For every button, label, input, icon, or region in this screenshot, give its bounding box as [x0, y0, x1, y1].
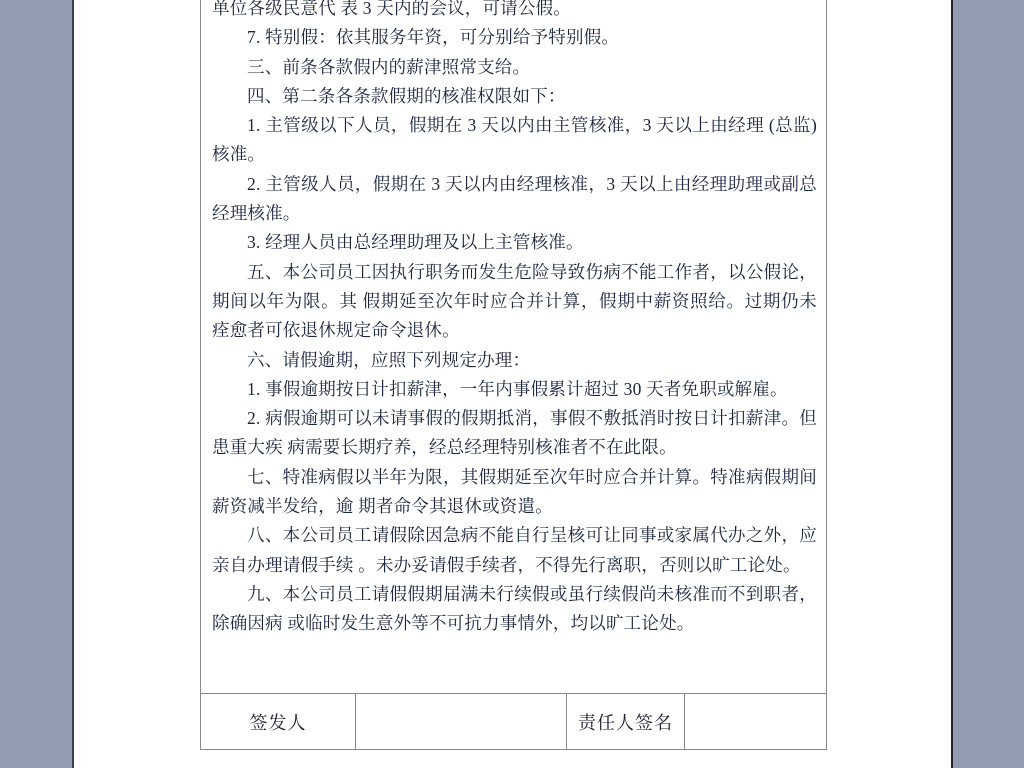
body-paragraph-2: 三、前条各款假内的薪津照常支给。 — [247, 56, 531, 77]
body-paragraph-13: 九、本公司员工请假假期届满未行续假或虽行续假尚未核准而不到职者，除确因病 或临时发生意外等不可抗力事情外，均以旷工论处。 — [212, 583, 817, 634]
body-paragraph-1: 7. 特别假：依其服务年资，可分别给予特别假。 — [247, 27, 620, 48]
document-frame-table — [200, 0, 827, 750]
body-paragraph-12: 八、本公司员工请假除因急病不能自行呈核可让同事或家属代办之外，应亲自办理请假手续 。未办妥请假手续者，不得先行离职，否则以旷工论处。 — [212, 525, 817, 575]
body-paragraph-4: 1. 主管级以下人员，假期在 3 天以内由主管核准，3 天以上由经理 (总监) 核准。 — [212, 115, 817, 165]
body-paragraph-10: 2. 病假逾期可以未请事假的假期抵消，事假不敷抵消时按日计扣薪津。但患重大疾 病需要长期疗养，经总经理特别核准者不在此限。 — [212, 408, 817, 458]
page-gutter-right — [951, 0, 1024, 768]
body-paragraph-6: 3. 经理人员由总经理助理及以上主管核准。 — [247, 232, 584, 253]
body-paragraph-0: 单位各级民意代 表 3 天内的会议，可请公假。 — [212, 0, 571, 18]
signature-row — [201, 694, 826, 749]
responsible-label-cell: 责任人签名 — [567, 694, 685, 749]
issuer-value-cell[interactable] — [356, 694, 567, 749]
body-paragraph-7: 五、本公司员工因执行职务而发生危险导致伤病不能工作者，以公假论，期间以年为限。其 假期延至次年时应合并计算，假期中薪资照给。过期仍未痊愈者可依退休规定命令退休。 — [212, 261, 817, 341]
body-paragraph-9: 1. 事假逾期按日计扣薪津，一年内事假累计超过 30 天者免职或解雇。 — [247, 378, 788, 399]
document-body-cell — [201, 0, 826, 694]
page-gutter-left — [0, 0, 74, 768]
issuer-label-cell: 签发人 — [201, 694, 356, 749]
body-paragraph-11: 七、特准病假以半年为限，其假期延至次年时应合并计算。特准病假期间薪资减半发给，逾 期者命令其退休或资遣。 — [212, 466, 817, 517]
responsible-value-cell[interactable] — [685, 694, 826, 749]
document-page — [74, 0, 951, 768]
document-body-text — [212, 0, 817, 639]
body-paragraph-8: 六、请假逾期，应照下列规定办理： — [247, 349, 531, 370]
body-paragraph-3: 四、第二条各条款假期的核准权限如下： — [247, 85, 566, 106]
body-paragraph-5: 2. 主管级人员，假期在 3 天以内由经理核准，3 天以上由经理助理或副总经理核准。 — [212, 173, 817, 224]
